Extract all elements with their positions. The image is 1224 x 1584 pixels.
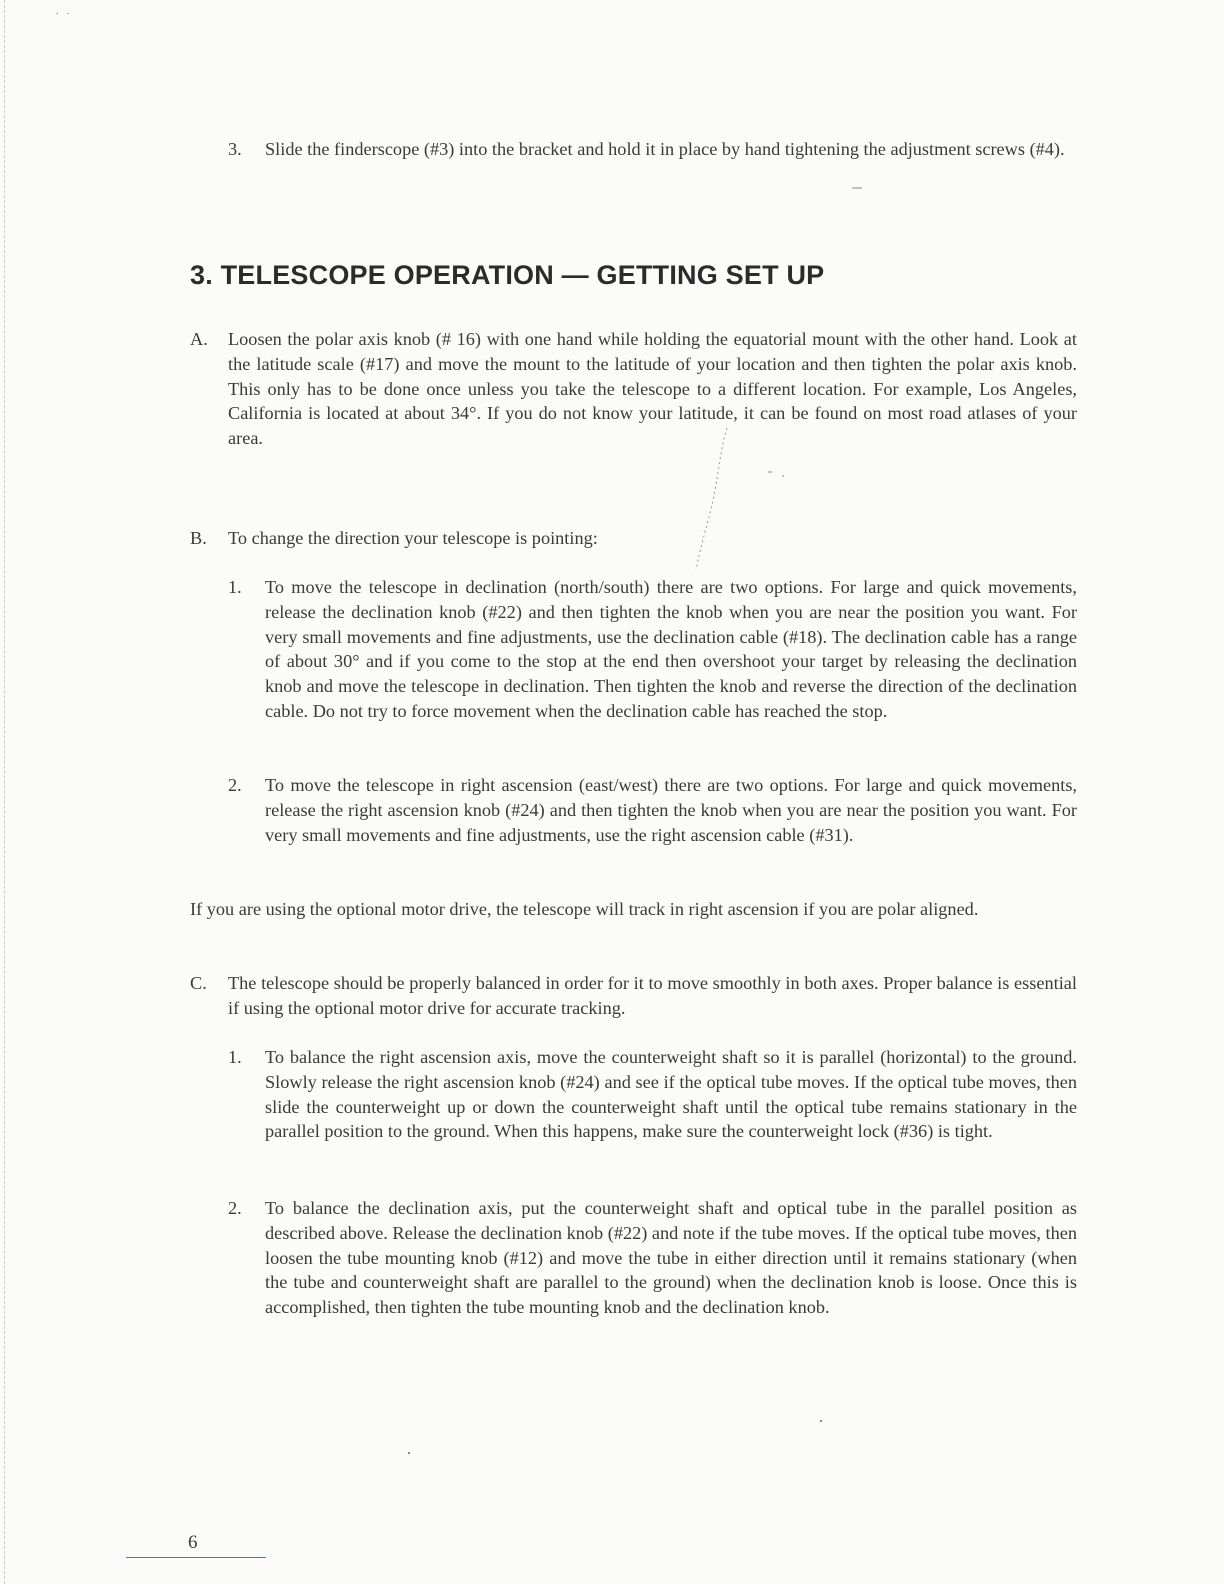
section-c-item-1-text: To balance the right ascension axis, move the counterweight shaft so it is parallel (horizontal) to the ground. Slowly release the right ascension knob (#24) and see if the optical tube moves. If the optical tube moves, then slide the counterweight up or down the counterweight shaft until the optical tube remains stationary in the parallel position to the ground. When this happens, make sure the counterweight lock (#36) is tight. [265,1047,1077,1142]
section-c-item-2-text: To balance the declination axis, put the counterweight shaft and optical tube in the parallel position as described above. Release the declination knob (#22) and note if the tube moves. If the optical tube moves, then loosen the tube mounting knob (#12) and move the tube in either direction until it remains stationary (when the tube and counterweight shaft are parallel to the ground) when the declination knob is loose. Once this is accomplished, then tighten the tube mounting knob and the declination knob. [265,1198,1077,1318]
scan-speck [408,1452,410,1454]
top-item-text: Slide the finderscope (#3) into the bracket and hold it in place by hand tightening the adjustment screws (#4). [265,139,1065,159]
section-c-item-2-marker: 2. [228,1198,242,1218]
section-a-text: Loosen the polar axis knob (# 16) with one hand while holding the equatorial mount with the other hand. Look at the latitude scale (#17) and move the mount to the latitude of your location and then tighten the polar axis knob. This only has to be done once unless you take the telescope to a different location. For example, Los Angeles, California is located at about 34°. If you do not know your latitude, it can be found on most road atlases of your area. [228,329,1077,449]
section-b-marker: B. [190,528,207,548]
motor-drive-note: If you are using the optional motor drive, the telescope will track in right ascension if you are polar aligned. [190,899,979,919]
section-b-item-2-text: To move the telescope in right ascension (east/west) there are two options. For large and quick movements, release the right ascension knob (#24) and then tighten the knob when you are near the position you want. For very small movements and fine adjustments, use the right ascension cable (#31). [265,775,1077,845]
section-b-item-1-marker: 1. [228,577,242,597]
scan-speck-marks: . . [56,6,73,17]
section-b-item-2-marker: 2. [228,775,242,795]
footer-rule [126,1557,266,1558]
section-c-text: The telescope should be properly balanced in order for it to move smoothly in both axes. Proper balance is essential if using the optional motor drive for accurate tracking. [228,973,1077,1018]
top-item-marker: 3. [228,139,242,159]
page-binding-edge [4,0,7,1584]
section-b-text: To change the direction your telescope is pointing: [228,528,598,548]
scan-speck [820,1420,822,1422]
section-b-item-1-text: To move the telescope in declination (north/south) there are two options. For large and quick movements, release the declination knob (#22) and then tighten the knob when you are near the position you want. For very small movements and fine adjustments, use the declination cable (#18). The declination cable has a range of about 30° and if you come to the stop at the end then overshoot your target by releasing the declination knob and move the telescope in declination. Then tighten the knob and reverse the direction of the declination cable. Do not try to force movement when the declination cable has reached the stop. [265,577,1077,721]
section-heading: 3. TELESCOPE OPERATION — GETTING SET UP [190,260,825,290]
page-number: 6 [188,1532,198,1553]
section-c-marker: C. [190,973,207,993]
section-c-item-1-marker: 1. [228,1047,242,1067]
section-a-marker: A. [190,329,208,349]
